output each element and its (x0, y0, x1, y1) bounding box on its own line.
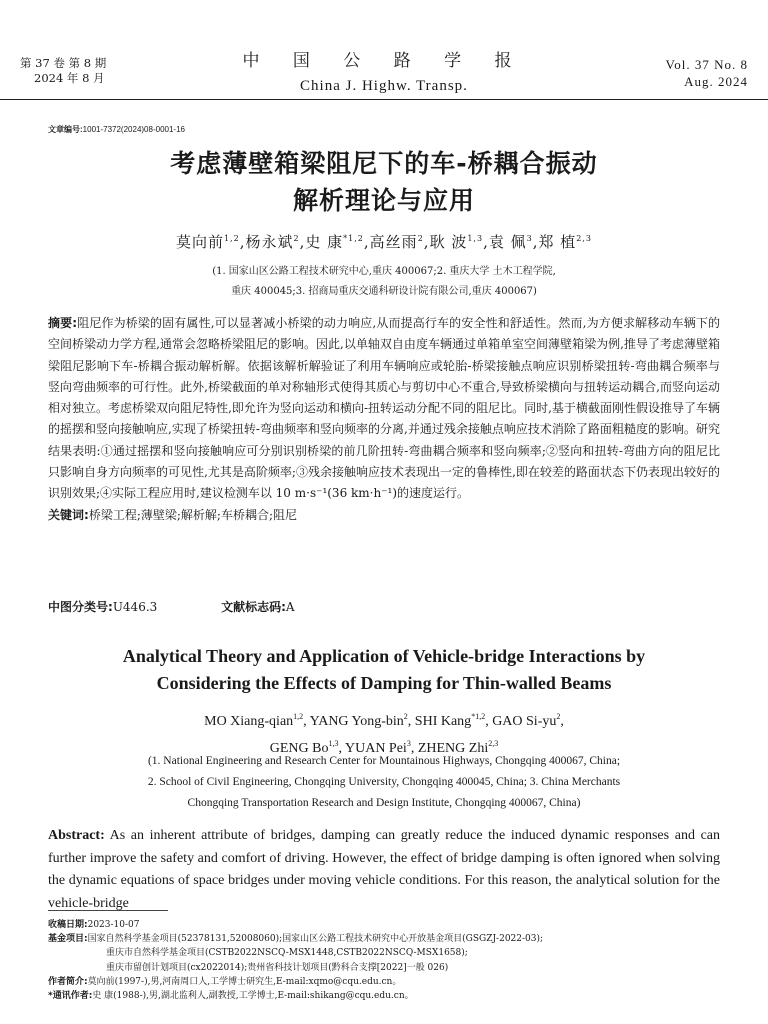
footnotes (48, 918, 738, 1003)
header-vol-no-en (666, 56, 748, 90)
en-author-affil-mark: 1,3 (328, 739, 339, 748)
cn-author-separator: , (363, 233, 370, 251)
cn-author-name: 袁 佩 (488, 233, 527, 251)
doc-code-label: 文献标志码: (221, 600, 286, 614)
title-cn-line2: 解析理论与应用 (292, 186, 475, 215)
clc-value: U446.3 (112, 600, 158, 614)
journal-name (0, 50, 768, 96)
en-author-name: YANG Yong-bin (309, 714, 404, 729)
en-author-separator: , (560, 714, 564, 729)
corresponding-value: 史 康(1988-),男,湖北监利人,副教授,工学博士,E-mail:shikang@cqu.edu.cn。 (92, 991, 414, 1002)
cn-author-separator: , (483, 233, 489, 251)
cn-author-affil-mark: 3 (526, 234, 533, 243)
abstract-cn (48, 313, 720, 526)
abstract-cn-label: 摘要: (48, 316, 78, 330)
journal-name-en: China J. Highw. Transp. (300, 78, 468, 94)
header-volume-line: 第 37 卷 第 8 期 (20, 56, 107, 70)
keywords-cn (48, 505, 720, 526)
en-author (415, 714, 492, 729)
funding-line1: 国家自然科学基金项目(52378131,52008060);国家山区公路工程技术研究中心开放基金项目(GSGZJ-2022-03); (87, 934, 544, 945)
en-author-separator: , (485, 714, 493, 729)
abstract-en-label: Abstract: (48, 828, 105, 843)
funding-line2: 重庆市自然科学基金项目(CSTB2022NSCQ-MSX1448,CSTB2022NSCQ-MSX1658); (106, 948, 468, 959)
cn-author-name: 莫向前 (175, 233, 224, 251)
classification-line (48, 598, 295, 615)
abstract-cn-paragraph (48, 313, 720, 505)
title-cn-line1: 考虑薄壁箱梁阻尼下的车-桥耦合振动 (170, 149, 598, 178)
en-author-separator: , (407, 714, 415, 729)
cn-author (539, 233, 593, 251)
keywords-cn-text: 桥梁工程;薄壁梁;解析解;车桥耦合;阻尼 (88, 507, 297, 522)
affiliations-cn (0, 262, 768, 302)
article-number-label: 文章编号: (48, 125, 83, 134)
en-author (310, 714, 415, 729)
authors-en-line1 (0, 706, 768, 733)
cn-author-name: 郑 植 (538, 233, 577, 251)
en-author-affil-mark: 2 (556, 712, 561, 721)
keywords-cn-label: 关键词: (48, 507, 89, 522)
cn-author (489, 233, 539, 251)
header-vol-line: Vol. 37 No. 8 (665, 57, 748, 72)
cn-author-affil-mark: *1,2 (343, 234, 364, 243)
cn-author-separator: , (423, 233, 430, 251)
received-label: 收稿日期: (48, 920, 88, 930)
en-author-affil-mark: 2 (403, 712, 408, 721)
en-author-separator: , (303, 714, 310, 729)
cn-author-name: 耿 波 (429, 233, 468, 251)
cn-author-name: 史 康 (305, 233, 344, 251)
abstract-en-text: As an inherent attribute of bridges, damping can greatly reduce the induced dynamic responses and can further improve the safety and comfort of driving. However, the effect of bridge damping is often ignored when solving the dynamic equations of space bridges under moving vehicle conditions. For this reason, the analytical solution for the vehicle-bridge (48, 828, 720, 911)
header-month-line: Aug. 2024 (684, 74, 748, 89)
en-author-name: ZHENG Zhi (417, 741, 489, 756)
author-info-label: 作者简介: (48, 976, 88, 987)
article-number (48, 124, 185, 135)
affiliation-en-line1: (1. National Engineering and Research Center for Mountainous Highways, Chongqing 400067, China; (147, 755, 621, 767)
affiliation-cn-line1: (1. 国家山区公路工程技术研究中心,重庆 400067;2. 重庆大学 土木工程学院, (212, 266, 556, 277)
funding-line3: 重庆市留创计划项目(cx2022014);贵州省科技计划项目(黔科合支撑[2022]一般 026) (106, 962, 449, 973)
en-author-separator: , (410, 741, 418, 756)
title-en (0, 643, 768, 697)
affiliations-en (0, 751, 768, 814)
cn-author-name: 高丝雨 (369, 233, 418, 251)
abstract-cn-text: 阻尼作为桥梁的固有属性,可以显著减小桥梁的动力响应,从而提高行车的安全性和舒适性。然而,为方便求解移动车辆下的空间桥梁动力学方程,通常会忽略桥梁阻尼的影响。因此,以单轴双自由度车辆通过单箱单室空间薄壁箱梁为例,推导了考虑薄壁箱梁阻尼影响下车-桥耦合振动解析解。依据该解析解验证了利用车辆响应或轮胎-桥梁接触点响应识别桥梁扭转-弯曲耦合频率与竖向弯曲频率的可行性。此外,桥梁截面的单对称轴形式使得其质心与剪切中心不重合,导致桥梁横向与扭转运动耦合,而竖向运动相对独立。考虑桥梁双向阻尼特性,即允许为竖向运动和横向-扭转运动分配不同的阻尼比。同时,基于横截面刚性假设推导了车辆的摇摆和竖向接触响应,实现了桥梁扭转-弯曲频率和竖向频率的分离,并通过残余接触点响应技术消除了路面粗糙度的影响。研究结果表明:①通过摇摆和竖向接触响应可分别识别桥梁的前几阶扭转-弯曲耦合频率和竖向频率;②竖向和扭转-弯曲方向的阻尼比只影响自身方向频率的可见性,尤其是高阶频率;③残余接触响应技术表现出一定的鲁棒性,即在较差的路面状态下仍表现出较好的识别效果;④实际工程应用时,建议检测车以 10 m·s⁻¹(36 km·h⁻¹)的速度运行。 (48, 316, 720, 501)
cn-author-separator: , (532, 233, 539, 251)
authors-cn (0, 231, 768, 252)
en-author-name: YUAN Pei (344, 741, 407, 756)
cn-author (430, 233, 489, 251)
footnote-funding (48, 932, 738, 946)
en-author-affil-mark: 3 (406, 739, 411, 748)
clc-label: 中图分类号: (48, 600, 113, 614)
author-info-value: 莫向前(1997-),男,河南周口人,工学博士研究生,E-mail:xqmo@cqu.edu.cn。 (87, 976, 402, 987)
affiliation-en-line2: 2. School of Civil Engineering, Chongqing University, Chongqing 400045, China; 3. China Merchants (147, 776, 621, 788)
cn-author-affil-mark: 2 (417, 234, 424, 243)
document-code (221, 600, 294, 614)
cn-author-affil-mark: 2,3 (576, 234, 593, 243)
title-en-line1: Analytical Theory and Application of Vehicle-bridge Interactions by (122, 646, 646, 666)
abstract-en (48, 825, 720, 915)
corresponding-label: *通讯作者: (48, 991, 93, 1002)
footnote-rule (48, 910, 168, 911)
cn-author-affil-mark: 1,3 (467, 234, 484, 243)
funding-label: 基金项目: (48, 934, 88, 945)
title-cn (0, 145, 768, 219)
cn-author (305, 233, 369, 251)
cn-author-name: 杨永斌 (245, 233, 294, 251)
cn-author (245, 233, 305, 251)
en-author-name: GAO Si-yu (492, 714, 557, 729)
en-author-affil-mark: 1,2 (293, 712, 304, 721)
en-author-name: SHI Kang (414, 714, 472, 729)
footnote-author (48, 975, 738, 989)
en-author (204, 714, 310, 729)
cn-author-separator: , (299, 233, 306, 251)
footnote-received (48, 918, 738, 932)
en-author-separator: , (338, 741, 345, 756)
header-rule (0, 99, 768, 100)
en-author-affil-mark: *1,2 (471, 712, 486, 721)
cn-author (176, 233, 246, 251)
cn-author (370, 233, 430, 251)
affiliation-cn-line2: 重庆 400045;3. 招商局重庆交通科研设计院有限公司,重庆 400067) (231, 286, 537, 297)
doc-code-value: A (285, 600, 295, 614)
header-date-line: 2024 年 8 月 (34, 71, 105, 85)
footnote-corresponding (48, 989, 738, 1003)
en-author-name: MO Xiang-qian (204, 714, 294, 729)
cn-author-separator: , (239, 233, 246, 251)
en-author (492, 714, 564, 729)
affiliation-en-line3: Chongqing Transportation Research and Design Institute, Chongqing 400067, China) (187, 797, 581, 809)
article-number-value: 1001-7372(2024)08-0001-16 (82, 125, 185, 134)
received-value: 2023-10-07 (87, 920, 140, 930)
title-en-line2: Considering the Effects of Damping for Thin-walled Beams (156, 673, 612, 693)
journal-name-cn: 中 国 公 路 学 报 (242, 51, 526, 71)
cn-author-affil-mark: 1,2 (223, 234, 240, 243)
en-author-name: GENG Bo (269, 741, 329, 756)
en-author-affil-mark: 2,3 (488, 739, 499, 748)
cn-author-affil-mark: 2 (293, 234, 300, 243)
